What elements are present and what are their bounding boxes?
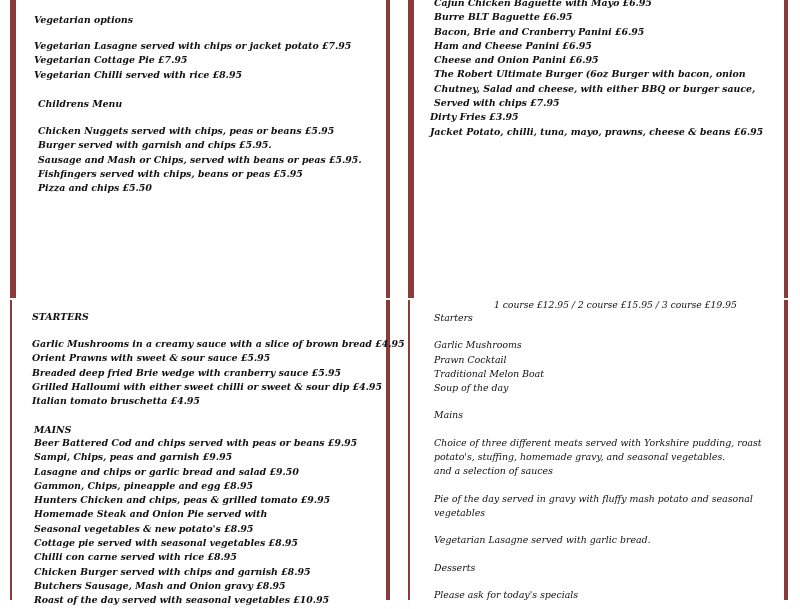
menu-item: Vegetarian Lasagne served with garlic bread.	[434, 535, 651, 547]
menu-text-line: and a selection of sauces	[434, 466, 553, 478]
menu-item: Garlic Mushrooms in a creamy sauce with a slice of brown bread £4.95	[32, 339, 405, 350]
menu-item: Dirty Fries £3.95	[430, 112, 519, 124]
menu-item: Roast of the day served with seasonal vegetables £10.95	[34, 595, 330, 607]
menu-item: Cajun Chicken Baguette with Mayo £6.95	[434, 0, 652, 9]
menu-item: Served with chips £7.95	[434, 98, 560, 110]
vegetarian-options-heading: Vegetarian options	[34, 15, 134, 26]
menu-text-line: Pie of the day served in gravy with fluffy mash potato and seasonal	[434, 493, 753, 505]
menu-item: Burre BLT Baguette £6.95	[434, 12, 573, 24]
menu-item: The Robert Ultimate Burger (6oz Burger with bacon, onion	[434, 69, 746, 81]
menu-item: Chilli con carne served with rice £8.95	[34, 552, 237, 564]
menu-panel-top-left	[10, 0, 390, 298]
mains-heading: MAINS	[34, 425, 72, 436]
menu-item: Homemade Steak and Onion Pie served with	[34, 509, 268, 521]
menu-item: Cheese and Onion Panini £6.95	[434, 55, 599, 67]
menu-text-line: potato's, stuffing, homemade gravy, and seasonal vegetables.	[434, 452, 726, 464]
menu-item: Beer Battered Cod and chips served with peas or beans £9.95	[34, 438, 358, 449]
set-menu-body	[434, 312, 762, 603]
set-menu-prices: 1 course £12.95 / 2 course £15.95 / 3 course £19.95	[494, 300, 737, 311]
menu-item: Bacon, Brie and Cranberry Panini £6.95	[434, 26, 645, 38]
menu-item: Chicken Nuggets served with chips, peas or beans £5.95	[38, 126, 335, 137]
starters-list	[32, 338, 405, 409]
menu-item: Breaded deep fried Brie wedge with cranberry sauce £5.95	[32, 367, 342, 379]
menu-text-line: Please ask for today's specials	[434, 589, 579, 601]
menu-text-line: Choice of three different meats served with Yorkshire pudding, roast	[434, 437, 762, 449]
menu-item: Hunters Chicken and chips, peas & grilled tomato £9.95	[34, 495, 331, 507]
menu-item: Seasonal vegetables & new potato's £8.95	[34, 523, 254, 535]
menu-item: Pizza and chips £5.50	[38, 183, 152, 195]
menu-panel-top-right	[408, 0, 788, 298]
childrens-menu-heading: Childrens Menu	[38, 99, 123, 110]
menu-item: Fishfingers served with chips, beans or peas £5.95	[38, 168, 303, 180]
menu-item: Jacket Potato, chilli, tuna, mayo, prawns, cheese & beans £6.95	[430, 126, 764, 138]
menu-item: Soup of the day	[434, 383, 509, 395]
set-menu-desserts-heading: Desserts	[434, 562, 476, 574]
menu-item: Vegetarian Chilli served with rice £8.95	[34, 69, 242, 81]
starters-heading: STARTERS	[32, 312, 89, 323]
menu-item: Chicken Burger served with chips and garnish £8.95	[34, 566, 311, 578]
menu-item: Burger served with garnish and chips £5.95.	[38, 140, 272, 152]
menu-item: Garlic Mushrooms	[434, 340, 522, 352]
menu-item: Cottage pie served with seasonal vegetables £8.95	[34, 538, 298, 550]
menu-item: Gammon, Chips, pineapple and egg £8.95	[34, 480, 253, 492]
menu-item: Prawn Cocktail	[434, 354, 507, 366]
menu-item: Sausage and Mash or Chips, served with beans or peas £5.95.	[38, 154, 362, 166]
menu-item: Vegetarian Cottage Pie £7.95	[34, 55, 188, 67]
childrens-menu-list	[38, 125, 362, 196]
menu-item: Butchers Sausage, Mash and Onion gravy £8.95	[34, 580, 286, 592]
menu-item: Grilled Halloumi with either sweet chilli or sweet & sour dip £4.95	[32, 381, 382, 393]
menu-item: Lasagne and chips or garlic bread and salad £9.50	[34, 466, 299, 478]
mains-list	[34, 437, 357, 609]
menu-panel-bottom-right	[408, 300, 788, 600]
menu-panel-bottom-left	[10, 300, 405, 607]
menu-item: Sampi, Chips, peas and garnish £9.95	[34, 452, 233, 464]
set-menu-starters-heading: Starters	[434, 313, 473, 324]
menu-item: Traditional Melon Boat	[434, 368, 545, 380]
menu-text-line: vegetables	[434, 507, 486, 519]
menu-item: Chutney, Salad and cheese, with either BBQ or burger sauce,	[434, 83, 756, 95]
menu-item: Orient Prawns with sweet & sour sauce £5.95	[32, 353, 271, 365]
set-menu-mains-heading: Mains	[434, 410, 464, 422]
baguettes-panini-list	[430, 0, 764, 140]
menu-item: Ham and Cheese Panini £6.95	[434, 40, 592, 52]
menu-item: Vegetarian Lasagne served with chips or jacket potato £7.95	[34, 41, 352, 52]
menu-item: Italian tomato bruschetta £4.95	[32, 396, 200, 408]
vegetarian-options-list	[34, 40, 351, 83]
